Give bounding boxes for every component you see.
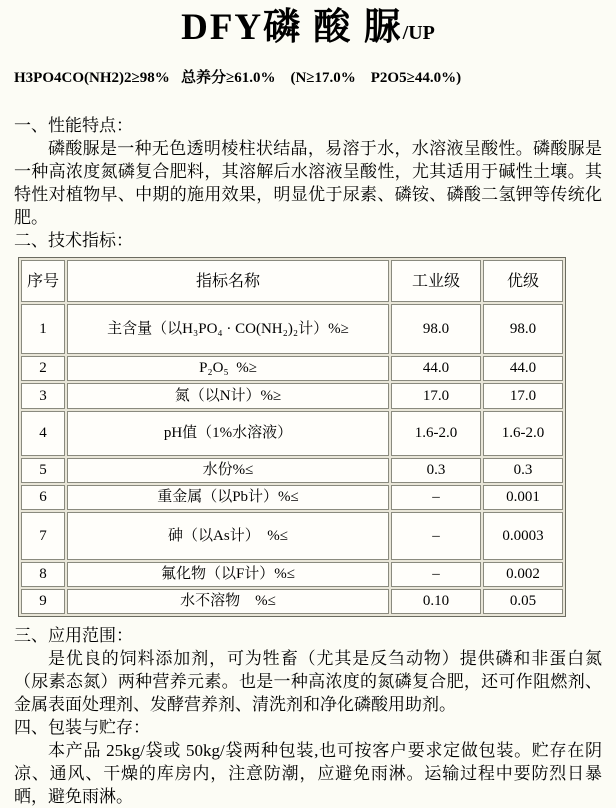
cell-index: 5 bbox=[21, 458, 65, 483]
section-body-packaging: 本产品 25kg/袋或 50kg/袋两种包装,也可按客户要求定做包装。贮存在阴凉、通风、干燥的库房内，注意防潮，应避免雨淋。运输过程中要防烈日暴晒，避免雨淋。 bbox=[14, 741, 602, 806]
cell-indicator: 氮（以N计）%≥ bbox=[67, 383, 389, 409]
cell-index: 8 bbox=[21, 562, 65, 587]
cell-premium-value: 1.6-2.0 bbox=[483, 411, 563, 456]
cell-index: 6 bbox=[21, 485, 65, 510]
table-row bbox=[21, 589, 563, 614]
table-row bbox=[21, 304, 563, 354]
section-heading-technical: 二、技术指标： bbox=[14, 231, 133, 250]
cell-premium-value: 17.0 bbox=[483, 383, 563, 409]
cell-industrial-value: 17.0 bbox=[391, 383, 481, 409]
cell-premium-value: 0.001 bbox=[483, 485, 563, 510]
cell-indicator: 水份%≤ bbox=[67, 458, 389, 483]
cell-index: 4 bbox=[21, 411, 65, 456]
cell-premium-value: 0.002 bbox=[483, 562, 563, 587]
table-row bbox=[21, 512, 563, 560]
cell-premium-value: 98.0 bbox=[483, 304, 563, 354]
section-body-application: 是优良的饲料添加剂，可为牲畜（尤其是反刍动物）提供磷和非蛋白氮（尿素态氮）两种营养元素。也是一种高浓度的氮磷复合肥，还可作阻燃剂、金属表面处理剂、发酵营养剂、清洗剂和净化磷酸用助剂。 bbox=[14, 649, 602, 714]
header-cell-indicator-name: 指标名称 bbox=[67, 260, 389, 302]
cell-industrial-value: – bbox=[391, 562, 481, 587]
table-row bbox=[21, 562, 563, 587]
cell-indicator: 水不溶物 %≤ bbox=[67, 589, 389, 614]
cell-indicator: 砷（以As计） %≤ bbox=[67, 512, 389, 560]
page-title bbox=[14, 6, 602, 55]
page-title-text: DFY磷 酸 脲 bbox=[181, 7, 403, 48]
cell-premium-value: 0.05 bbox=[483, 589, 563, 614]
cell-index: 7 bbox=[21, 512, 65, 560]
table-row bbox=[21, 383, 563, 409]
technical-spec-table bbox=[18, 257, 566, 617]
header-cell-industrial-grade: 工业级 bbox=[391, 260, 481, 302]
cell-premium-value: 0.3 bbox=[483, 458, 563, 483]
cell-premium-value: 0.0003 bbox=[483, 512, 563, 560]
formula-specs-line: H3PO4CO(NH2)2≥98% 总养分≥61.0% (N≥17.0% P2O5≥44.0%) bbox=[14, 70, 462, 86]
header-cell-premium-grade: 优级 bbox=[483, 260, 563, 302]
cell-index: 9 bbox=[21, 589, 65, 614]
cell-industrial-value: 0.10 bbox=[391, 589, 481, 614]
header-cell-index: 序号 bbox=[21, 260, 65, 302]
cell-indicator: 主含量（以H₃PO₄ · CO(NH₂)₂计）%≥ bbox=[67, 304, 389, 354]
section-heading-performance: 一、性能特点： bbox=[14, 116, 133, 135]
section-heading-application: 三、应用范围： bbox=[14, 626, 133, 645]
cell-industrial-value: – bbox=[391, 485, 481, 510]
section-heading-packaging: 四、包装与贮存： bbox=[14, 718, 150, 737]
cell-indicator: 重金属（以Pb计）%≤ bbox=[67, 485, 389, 510]
cell-industrial-value: 0.3 bbox=[391, 458, 481, 483]
cell-index: 3 bbox=[21, 383, 65, 409]
table-header-row bbox=[21, 260, 563, 302]
cell-industrial-value: 1.6-2.0 bbox=[391, 411, 481, 456]
cell-indicator: P₂O₅ %≥ bbox=[67, 356, 389, 381]
page-title-suffix: /UP bbox=[402, 22, 435, 44]
table-row bbox=[21, 356, 563, 381]
cell-premium-value: 44.0 bbox=[483, 356, 563, 381]
cell-industrial-value: 98.0 bbox=[391, 304, 481, 354]
cell-industrial-value: – bbox=[391, 512, 481, 560]
cell-index: 1 bbox=[21, 304, 65, 354]
table-row bbox=[21, 411, 563, 456]
cell-indicator: pH值（1%水溶液） bbox=[67, 411, 389, 456]
cell-index: 2 bbox=[21, 356, 65, 381]
table-row bbox=[21, 458, 563, 483]
cell-indicator: 氟化物（以F计）%≤ bbox=[67, 562, 389, 587]
section-body-performance: 磷酸脲是一种无色透明棱柱状结晶，易溶于水，水溶液呈酸性。磷酸脲是一种高浓度氮磷复合肥料，其溶解后水溶液呈酸性，尤其适用于碱性土壤。其特性对植物早、中期的施用效果，明显优于尿素、磷铵、磷酸二氢钾等传统化肥。 bbox=[14, 139, 602, 227]
cell-industrial-value: 44.0 bbox=[391, 356, 481, 381]
table-row bbox=[21, 485, 563, 510]
